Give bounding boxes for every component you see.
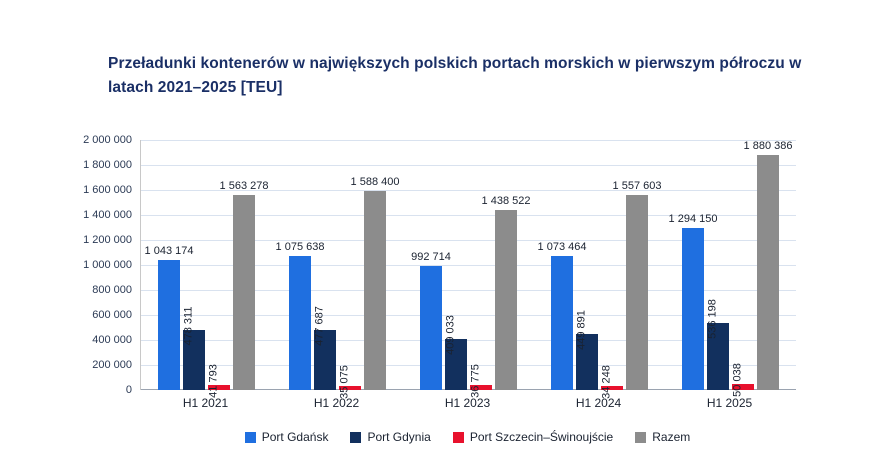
y-axis-tick-label: 1 600 000 xyxy=(83,184,132,196)
y-axis-tick-label: 2 000 000 xyxy=(83,134,132,146)
x-axis-tick-label: H1 2021 xyxy=(182,396,229,410)
bar-value-label: 1 880 386 xyxy=(743,139,793,152)
bar-value-label-holder xyxy=(731,362,744,397)
x-axis-tick-label: H1 2024 xyxy=(575,396,622,410)
bar-value-label: 1 043 174 xyxy=(144,244,194,257)
bars xyxy=(272,140,403,399)
bar-value-label: 1 588 400 xyxy=(350,176,400,189)
x-axis-labels xyxy=(140,396,795,410)
bars xyxy=(403,140,534,399)
legend-item[interactable] xyxy=(635,430,690,444)
y-axis-tick-label: 1 000 000 xyxy=(83,259,132,271)
legend-label: Port Szczecin–Świnoujście xyxy=(469,430,614,444)
bar-value-label-holder xyxy=(575,309,588,350)
legend-item[interactable] xyxy=(453,430,613,444)
y-axis-tick-label: 0 xyxy=(125,384,132,396)
bar[interactable] xyxy=(600,364,623,399)
bar-group xyxy=(534,140,665,399)
bars xyxy=(534,140,665,399)
legend-label: Razem xyxy=(652,430,691,444)
legend-swatch xyxy=(245,432,256,443)
bar-group xyxy=(272,140,403,399)
bar[interactable] xyxy=(706,299,729,390)
bar-value-label: 50 038 xyxy=(731,362,743,397)
plot-area xyxy=(140,139,796,399)
bar-value-label: 34 248 xyxy=(600,364,612,399)
bar-value-label: 35 075 xyxy=(338,364,350,399)
bar[interactable] xyxy=(575,309,598,390)
legend-label: Port Gdańsk xyxy=(261,430,329,444)
bar-value-label-holder xyxy=(313,306,326,347)
bar-value-label-holder xyxy=(338,364,351,399)
bar-value-label-holder xyxy=(207,363,220,398)
x-axis-tick-label: H1 2025 xyxy=(706,396,753,410)
bar[interactable] xyxy=(743,139,793,390)
bar-group xyxy=(403,140,534,399)
bar[interactable] xyxy=(444,314,467,390)
chart-legend xyxy=(140,430,795,444)
y-axis-tick-label: 1 200 000 xyxy=(83,234,132,246)
bar-group xyxy=(665,139,796,397)
legend-swatch xyxy=(635,432,646,443)
y-axis-tick-label: 1 400 000 xyxy=(83,209,132,221)
bar[interactable] xyxy=(182,306,205,390)
chart-title: Przeładunki kontenerów w największych polskich portach morskich w pierwszym półroczu w latach 2021–2025 [TEU] xyxy=(108,55,802,97)
y-axis-tick-label: 600 000 xyxy=(92,309,132,321)
bar[interactable] xyxy=(350,176,400,390)
bar-value-label-holder xyxy=(469,364,482,399)
legend-swatch xyxy=(350,432,361,443)
x-axis-tick-label: H1 2022 xyxy=(313,396,360,410)
bar[interactable] xyxy=(469,364,492,399)
y-axis-tick-label: 400 000 xyxy=(92,334,132,346)
bar-value-label-holder xyxy=(182,306,195,346)
legend-item[interactable] xyxy=(350,430,430,444)
bar[interactable] xyxy=(219,179,269,390)
legend-label: Port Gdynia xyxy=(367,430,431,444)
bar-value-label-holder xyxy=(706,299,719,339)
legend-item[interactable] xyxy=(245,430,329,444)
bar-value-label: 536 198 xyxy=(706,299,718,339)
bar-value-label: 477 687 xyxy=(313,306,325,347)
bar[interactable] xyxy=(481,195,531,390)
bar-value-label: 1 075 638 xyxy=(275,240,325,253)
legend-swatch xyxy=(453,432,464,443)
bar[interactable] xyxy=(313,306,336,390)
bar-value-label: 409 033 xyxy=(444,314,456,355)
bars xyxy=(665,139,796,397)
bar-value-label-holder xyxy=(444,314,457,355)
bar-value-label: 41 793 xyxy=(207,363,219,398)
bar[interactable] xyxy=(338,364,361,399)
bars xyxy=(141,140,272,398)
y-axis-tick-label: 200 000 xyxy=(92,359,132,371)
bar[interactable] xyxy=(731,362,754,397)
bar-value-label: 1 563 278 xyxy=(219,179,269,192)
y-axis-tick-label: 800 000 xyxy=(92,284,132,296)
bar[interactable] xyxy=(207,363,230,398)
bar-value-label: 1 294 150 xyxy=(668,213,718,226)
bar-value-label: 1 073 464 xyxy=(537,240,587,253)
bar-group xyxy=(141,140,272,398)
bar-value-label: 36 775 xyxy=(469,364,481,399)
bar-value-label: 478 311 xyxy=(182,306,194,346)
bar-value-label: 1 557 603 xyxy=(612,180,662,193)
bar[interactable] xyxy=(612,180,662,390)
bar-value-label: 992 714 xyxy=(411,250,451,263)
bar-groups xyxy=(141,139,796,399)
bar-value-label: 1 438 522 xyxy=(481,195,531,208)
bar-value-label-holder xyxy=(600,364,613,399)
x-axis-tick-label: H1 2023 xyxy=(444,396,491,410)
y-axis-tick-label: 1 800 000 xyxy=(83,159,132,171)
bar-value-label: 449 891 xyxy=(575,309,587,350)
